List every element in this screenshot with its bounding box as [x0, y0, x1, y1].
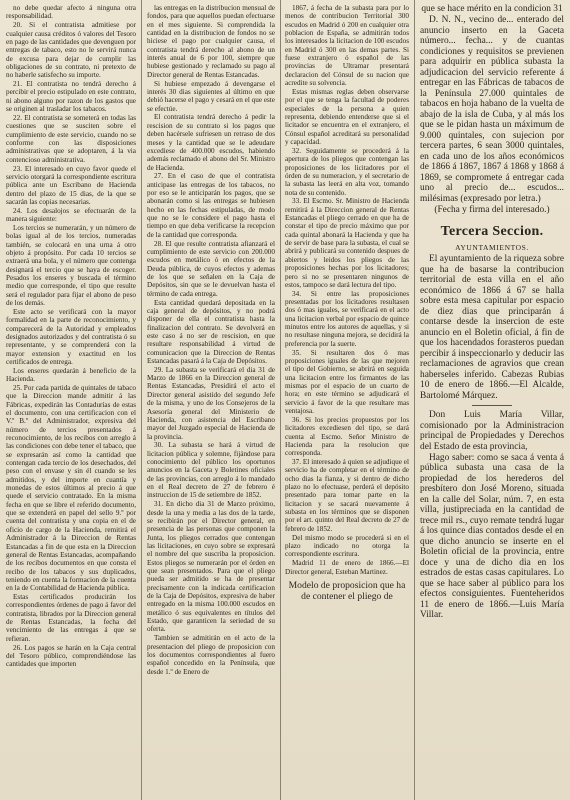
- paragraph: Esta cantidad quedará depositada en la caja general de depósitos, y no podrá disponer de ella el contratista hasta la finalizacion del contrato. Se devolverá en este caso á no ser de rescision, en que resultare responsabilidad á virtud de comunicacion que la Direccion de Rentas Estancadas pasará á la Caja de Depósitos.: [147, 298, 275, 365]
- column-1: [6, 4, 136, 794]
- paragraph: 29. La subasta se verificará el dia 31 de Marzo de 1866 en la Direccion general de Rentas Estancadas, Presidirá el acto el Director general asistido del segundo Jefe de la misma, y uno de los Consejeros de la Asesoría general del Ministerio de Hacienda, con asistencia del Escribano mayor del Juzgado especial de Hacienda de la provincia.: [147, 365, 275, 441]
- paragraph: las entregas en la distribucion mensual de fondos, para que aquellos puedan efectuarse en el mes siguiente. Si comprendida la cantidad en la distribucion de fondos no se hiciese el pago por cualquier causa, el contratista tendrá derecho al abono de un interés anual de 6 por 100, siempre que hubiese gestionado y reclamado su pago al Director general de Rentas Estancadas.: [147, 4, 275, 79]
- separator: [472, 405, 512, 406]
- paragraph: 23. El interesado en cuyo favor quede el servicio otorgará la correspondiente escritura pública ante un Escribano de Hacienda dentro del plazo de 15 dias, de la que se sacarán las copias necesarias.: [6, 164, 136, 206]
- paragraph: 27. En el caso de que el contratista anticipase las entregas de los tabacos, no por eso se le anticiparán los pagos, que se abonarán como si las entregas se hubiesen hecho en las fechas estipuladas, de modo que no se le considere el pago hasta el tiempo en que deba verificarse la recepcion de la cantidad que corresponda.: [147, 172, 275, 239]
- column-3: [285, 4, 409, 794]
- paragraph: 24. Los desalojos se efectuarán de la manera siguiente:: [6, 206, 136, 224]
- paragraph: 35. Si resultaren dos ó mas proposiciones iguales de las que mejoren el tipo del Gobierno, se abrirá en seguida una licitacion entre los firmantes de las mismas por el espacio de un cuarto de hora; en este término se adjudicará el servicio á favor de la que resultare mas ventajosa.: [285, 348, 409, 415]
- paragraph: 28. El que resulte contratista afianzará el cumplimiento de este servicio con 200.000 escudos en metálico ó en efectos de la Deuda pública, de cuyos efectos y ademas de los que se señalen en la Caja de Depósitos, sin que se le devuelvan hasta el término de cada entrega.: [147, 239, 275, 298]
- paragraph: 26. Los pagos se harán en la Caja central del Tesoro público, comprendiéndose las cantidades que importen: [6, 643, 136, 669]
- paragraph: 36. Si los precios propuestos por los licitadores excediesen del tipo, se dará cuenta al Escmo. Señor Ministro de Hacienda para la resolucion que corresponda.: [285, 415, 409, 458]
- paragraph: 37. El interesado á quien se adjudique el servicio ha de completar en el término de ocho dias la fianza, y si dentro de dicho plazo no lo efectuase, perderá el depósito presentado para tomar parte en la licitacion y se sacará nuevamente á subasta en los términos que se disponen por el art. quinto del Real decreto de 27 de febrero de 1852.: [285, 458, 409, 533]
- model-proposal-title: Modelo de proposicion que ha de contener el pliego de: [288, 579, 406, 602]
- signature-note: (Fecha y firma del interesado.): [434, 204, 550, 215]
- paragraph: 21. El contratista no tendrá derecho á percibir el precio estipulado en este contrato, ni abono alguno por razon de los gastos que se originen al trasladar los tabacos.: [6, 80, 136, 114]
- column-rule: [414, 0, 415, 800]
- model-proposal-heading: [285, 580, 409, 602]
- paragraph: Madrid 11 de enero de 1866.—El Director general, Esteban Martinez.: [285, 559, 409, 576]
- paragraph: 30. La subasta se hará á virtud de licitacion pública y solemne, fijándose para conocimiento del público los oportunos anuncios en la Gaceta y Boletines oficiales de las provincias, con arreglo á lo mandado en el Real decreto de 27 de febrero é instruccion de 15 de setiembre de 1852.: [147, 441, 275, 500]
- column-rule: [141, 0, 142, 800]
- paragraph: 31. En dicho dia 31 de Marzo próximo, desde la una y media a las dos de la tarde, se recibirán por el Director general, en presencia de las personas que componen la Junta, los pliegos cerrados que contengan las licitaciones, en cuyo sobre se expresará el nombre del que suscriba la proposicion. Estos pliegos se numerarán por el órden en que sean presentados. Para que el pliego pueda ser admitido se ha de presentar precisamente con la indicada certificacion de la Caja de Depósitos, expresiva de haber entregado en la misma 100.000 escudos en metálico ó sus equivalentes en títulos del Estado, que garanticen la seriedad de su oferta.: [147, 500, 275, 634]
- paragraph: 25. Por cada partida de quintales de tabaco que la Direccion mande admitir á las Fábricas, expedirán las Contadurías de estas el documento, con una certificacion con el V.º B.º del Administrador, expresiva del número de tercios presentados á reconocimiento, de los recibos con arreglo á las condiciones con debe tener el tabaco, que se expresarán así como la cantidad que contengan cada tercio de los desechados, del peso con el envase y sin él cuando se les admitidos, y del importe en cuantía y monedas de estos últimos al precio á que quede el servicio contratado. En la misma fecha en que se libre el referido documento, que se extenderá en papel del sello 9.º por cuenta del contratista y una copia en el de oficio de cargo de la Hacienda, remitirá el Administrador á la Direccion de Rentas Estancadas a fin de que esta en la Direccion general de Rentas Estancadas, acompañando de los recibos documentos en que consta el recibo de los tabacos y sus duplicados, teniendo en cuenta la formacion de la cuenta en la de Contabilidad de Hacienda pública.: [6, 383, 136, 593]
- paragraph: Estas certificados producirán los correspondientes órdenes de pago á favor del contratista, librados por la Direccion general de Rentas Estancadas, la fecha del vencimiento de las entregas á que se refieran.: [6, 593, 136, 643]
- paragraph: 20. Si el contratista admitiese por cualquier causa créditos ó valores del Tesoro en pago de las cantidades que devenguen por entregas de tabaco, esto no le servirá nunca de excusa para dejar de cumplir las obligaciones de su contrato, ni pretexto de no haberle satisfecho su importe.: [6, 21, 136, 80]
- section-title: Tercera Seccion.: [440, 224, 544, 239]
- paragraph: Del mismo modo se procederá si en el plazo indicado no otorga la correspondiente escritura.: [285, 533, 409, 559]
- paragraph: 22. El contratista se someterá en todas las cuestiones que se susciten sobre el cumplimiento de este servicio, cuando no se conforme con las disposiciones administrativas que se adoptaren, á la via contencioso administrativa.: [6, 113, 136, 164]
- column-4: [420, 4, 564, 794]
- paragraph: 33. El Escmo. Sr. Ministro de Hacienda remitirá á la Direccion general de Rentas Estancadas el pliego cerrado en que ha de constar el tipo de precio máximo que por cada quintal abonará la Hacienda y que ha de servir de base para la subasta, el cual se abrirá y publicará su contenido despues de abiertos y leidos los pliegos de las proposiciones hechas por los licitadores; pero si no se presentaren ningunos de estos, tampoco se dará lectura del tipo.: [285, 197, 409, 289]
- paragraph: Si hubiese empezado á devengarse el interés 30 dias siguientes al último en que debió hacerse el pago y cesará en el que este se efectúe.: [147, 79, 275, 113]
- paragraph: 32. Seguidamente se procederá á la apertura de los pliegos que contengan las proposiciones de los licitadores por el órden de su numeracion, y el secretario de la subasta las leerá en alta voz, tomando nota de su contenido.: [285, 146, 409, 197]
- paragraph: D. N. N., vecino de... enterado del anuncio inserto en la Gaceta número... fecha... y de cuantas condiciones y requisitos se previenen para adquirir en pública subasta la adjudicacion del servicio referente á entregar en las Fábricas de tabacos de la Península 27.000 quintales de tabacos en hoja habano de la vuelta de abajo de la isla de Cuba, y al más los que se le pidan hasta un máximum de 9.000 quintales, con sujecion por tercera partes, 6 sean 3000 quintales, en cada uno de los años económicos de 1866 á 1867, 1867 á 1868 y 1868 á 1869, se compromete á entregar cada uno al precio de... escudos... milésimas (expresado por letra.): [420, 15, 564, 204]
- paragraph: Los tercios se numerarán, y un número de bolas igual al de los tercios, numeradas también, se colocará en una urna á otro objeto á propósito. Por cada 10 tercios se extraerá una bola, y el número que contenga designará el tercio que se haya de escoger. Pesados los enseres y buscada el término medio que corresponde, el tipo que resulte será el regulador para fijar el abono de peso de los demás.: [6, 223, 136, 308]
- column-2: [147, 4, 275, 794]
- paragraph: 1867, á fecha de la subasta para por lo menos de contribucion Territorial 300 escudos en Madrid ó 200 en cualquier otra poblacion de España, se admitirán todos los interesados la licitacion de 100 escudos en Madrid ó 300 en las demas partes. Si fuese extranjero ó español de las provincias de Ultramar presentará declaracion del Cónsul de su nacion que acredite su solvencia.: [285, 4, 409, 88]
- paragraph: que se hace mérito en la condicion 31: [421, 4, 563, 14]
- paragraph: Hago saber: como se saca á venta á pública subasta una casa de la propiedad de los herederos del presbítero don José Moreno, situada en la calle del Solar, núm. 7, en esta villa, justipreciada en la cantidad de trece mil rs., cuyo remate tendrá lugar á los quince dias contados desde el en que dicho anuncio se inserte en el Boletin oficial de la provincia, entre doce y una de dicho dia en los estrados de estas casas capitulares. Lo que se hace saber al público para los efectos consiguientes. Fuenteheridos 11 de enero de 1866.—Luis María Villar.: [420, 452, 564, 620]
- paragraph: Los enseres quedarán á beneficio de la Hacienda.: [6, 366, 136, 384]
- paragraph: Don Luis María Villar, comisionado por la Administracion principal de Propiedades y Derechos del Estado de esta provincia,: [420, 410, 564, 452]
- paragraph: 34. Si entre las proposiciones presentadas por los licitadores resultasen dos ó mas iguales, se verificará en el acto una licitacion verbal por espacio de quince minutos entre los autores de aquellas, y si no resultase ninguna mejora, se decidirá la preferencia por la suerte.: [285, 289, 409, 348]
- paragraph: Tambien se admitirán en el acto de la presentacion del pliego de proposicion con los documentos correspondientes al fuero español concedido en la Península, que desde 1.º de Enero de: [147, 634, 275, 676]
- column-rule: [280, 0, 281, 800]
- paragraph: El contratista tendrá derecho á pedir la rescision de su contrato si los pagos que deben hacérsele sufriesen un retraso de dos meses y la cantidad que se le adeudare excediese de 400.000 escudos, habiendo además reclamado el abono del Sr. Ministro de Hacienda.: [147, 113, 275, 172]
- paragraph: El ayuntamiento de la riqueza sobre que ha de basarse la contribucion territorial de esta villa en el año económico de 1866 á 67 se halla sobre esta mesa capitular por espacio de diez dias que principarán á contarse desde la insercion de este anuncio en el Boletin oficial, á fin de que los hacendados forasteros puedan percibir á inspeccionarlo y deducir las reclamaciones de agravios que crean haberseles inferido. Cabezas Rubias 10 de enero de 1866.—El Alcalde, Bartolomé Márquez.: [420, 254, 564, 401]
- paragraph: Estas mismas reglas deben observarse por el que se tenga la facultad de poderes especiales de la persona a quien representa, debiendo entenderse que si el licitador se encuentra en el extranjero, el Cónsul español acreditará su personalidad y capacidad.: [285, 87, 409, 146]
- section-subtitle: AYUNTAMIENTOS.: [455, 243, 529, 252]
- paragraph: no debe quedar afecto á ninguna otra responsabilidad.: [6, 4, 136, 21]
- paragraph: Este acto se verificará con la mayor formalidad en la parte de reconocimiento, y comparecerá de la Autoridad y empleados designados autorizados y del contratista ó su representante, y se comprenderá con la mayor extension y exactitud en los certificados de entrega.: [6, 307, 136, 366]
